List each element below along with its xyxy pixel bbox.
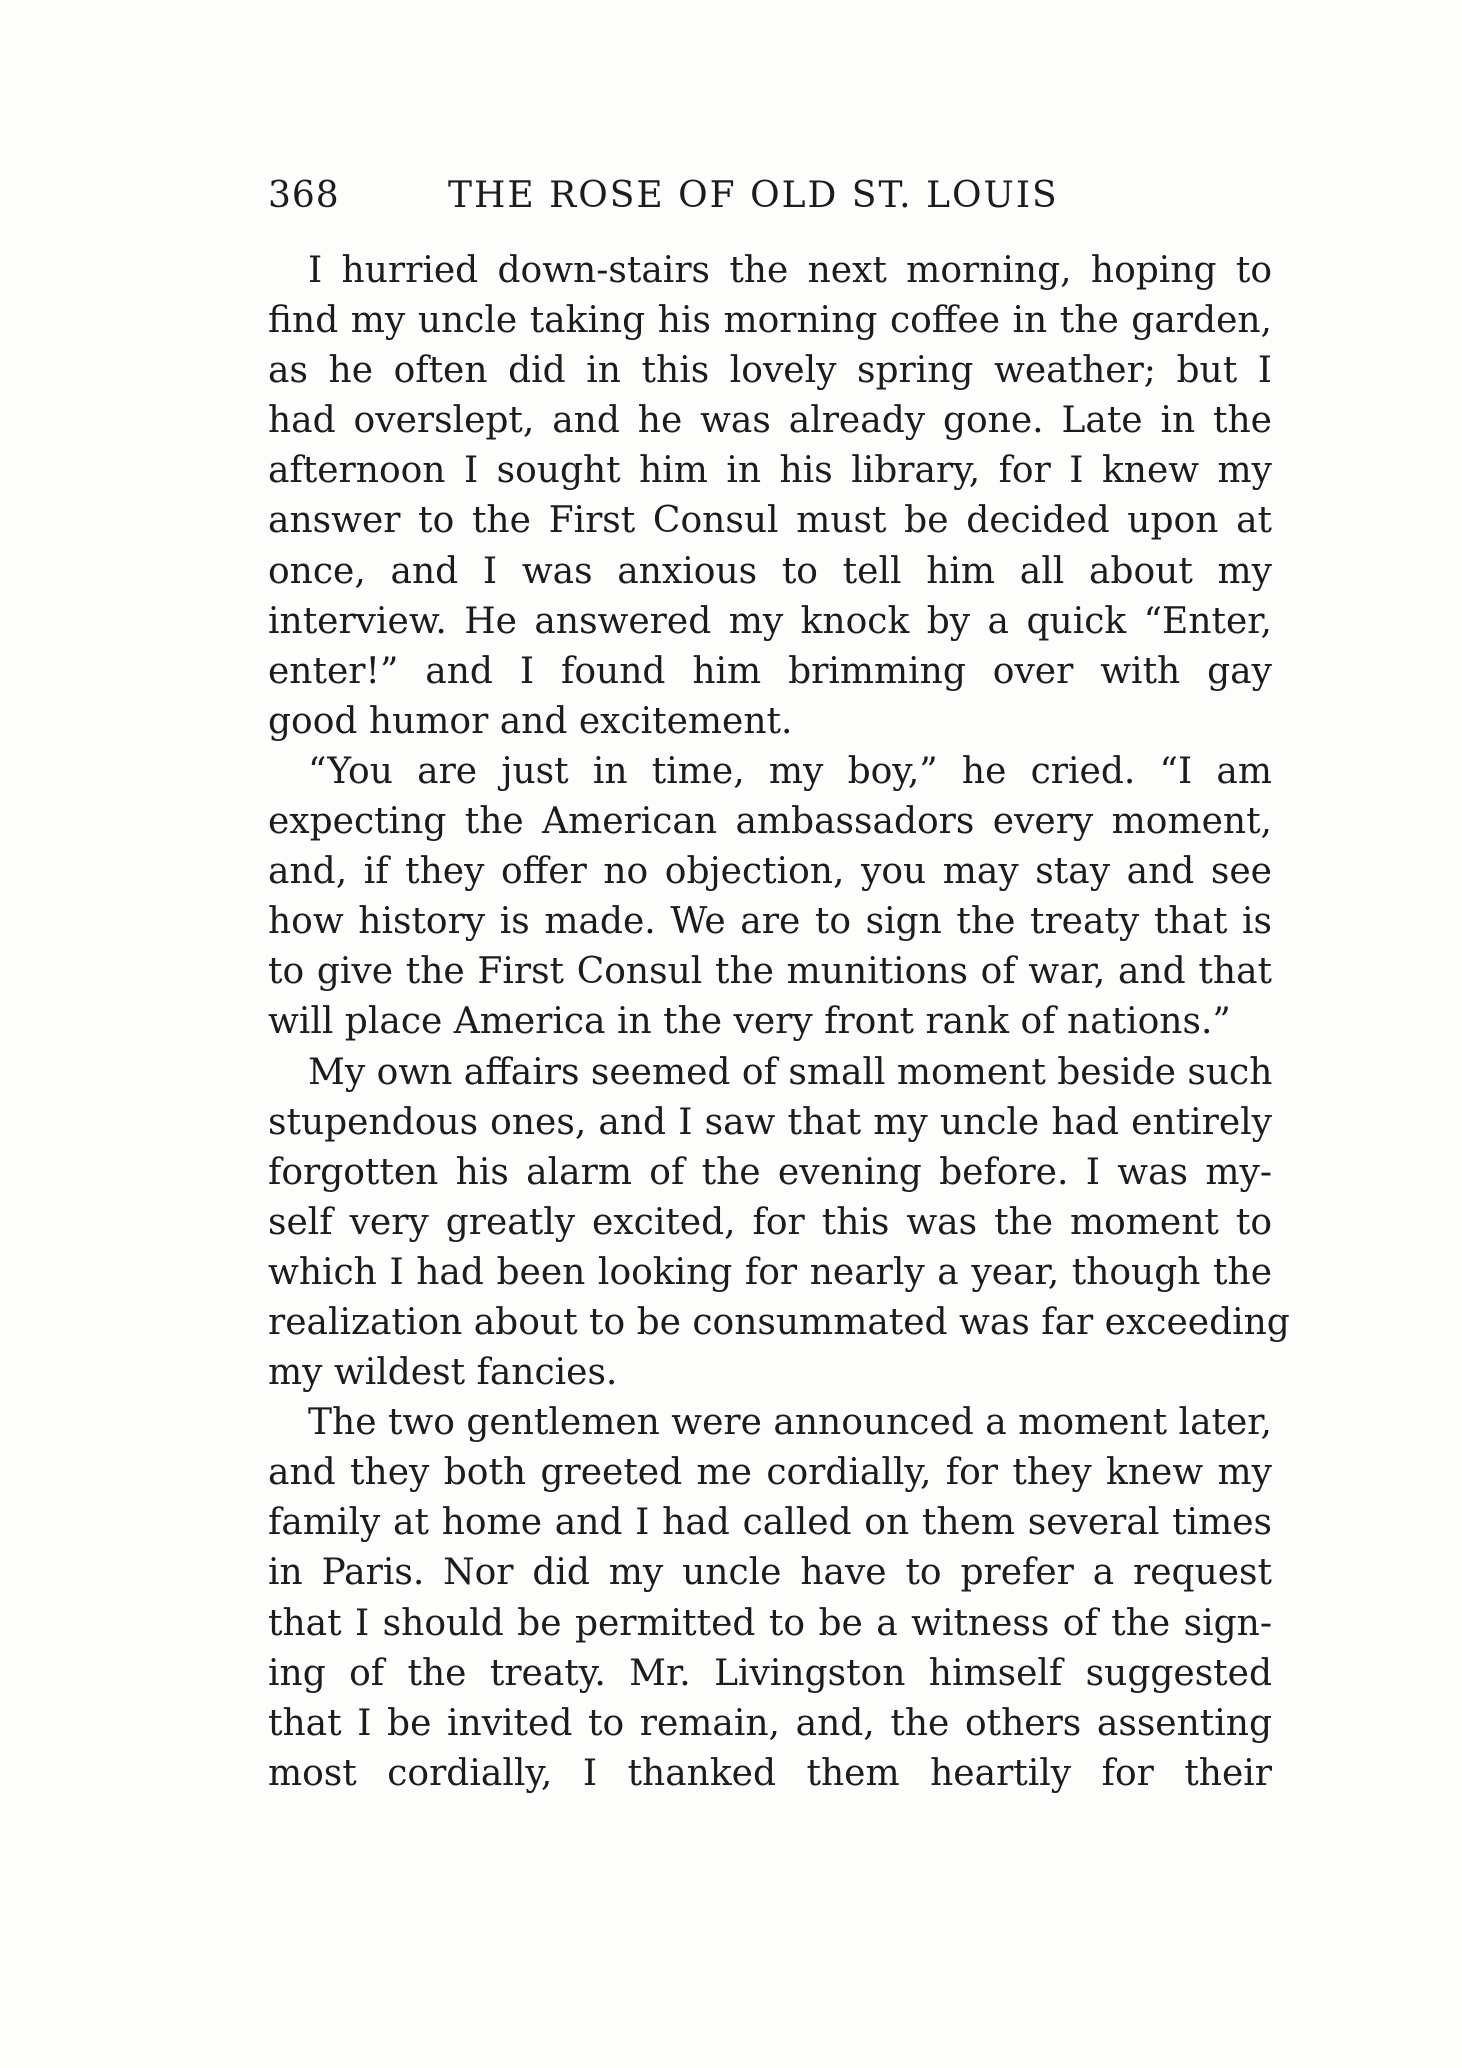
text-line: ing of the treaty. Mr. Livingston himself suggested	[268, 1652, 1272, 1694]
text-line: most cordially, I thanked them heartily for their	[268, 1752, 1272, 1794]
text-line: as he often did in this lovely spring weather; but I	[268, 350, 1272, 392]
text-line: forgotten his alarm of the evening before. I was my-	[268, 1151, 1272, 1193]
text-line: answer to the First Consul must be decided upon at	[268, 500, 1272, 542]
text-line: enter!” and I found him brimming over with gay	[268, 650, 1272, 692]
text-line: expecting the American ambassadors every moment,	[268, 801, 1272, 843]
text-line: I hurried down-stairs the next morning, hoping to	[308, 250, 1272, 291]
text-line: in Paris. Nor did my uncle have to prefer a request	[268, 1552, 1272, 1594]
text-line: to give the First Consul the munitions of war, and that	[268, 951, 1272, 993]
text-line: find my uncle taking his morning coffee in the garden,	[268, 300, 1272, 342]
text-line: my wildest fancies.	[268, 1352, 618, 1394]
text-line: which I had been looking for nearly a year, though the	[268, 1251, 1272, 1293]
text-line: The two gentlemen were announced a moment later,	[308, 1402, 1272, 1444]
text-line: stupendous ones, and I saw that my uncle had entirely	[268, 1101, 1272, 1143]
running-head	[268, 166, 1268, 226]
text-line: “You are just in time, my boy,” he cried. “I am	[308, 750, 1272, 792]
body-text	[268, 246, 1290, 1799]
text-line: good humor and excitement.	[268, 700, 793, 742]
text-line: once, and I was anxious to tell him all about my	[268, 550, 1272, 592]
running-title: THE ROSE OF OLD ST. LOUIS	[448, 175, 1059, 216]
text-line: that I should be permitted to be a witness of the sign-	[268, 1602, 1272, 1644]
text-line: and, if they offer no objection, you may stay and see	[268, 851, 1272, 893]
page-number: 368	[268, 175, 340, 216]
text-line: self very greatly excited, for this was the moment to	[268, 1201, 1272, 1243]
text-line: how history is made. We are to sign the treaty that is	[268, 901, 1272, 943]
text-line: will place America in the very front rank of nations.”	[268, 1001, 1231, 1043]
text-line: interview. He answered my knock by a quick “Enter,	[268, 600, 1272, 642]
text-line: afternoon I sought him in his library, for I knew my	[268, 450, 1272, 492]
text-line: had overslept, and he was already gone. Late in the	[268, 400, 1272, 442]
text-line: family at home and I had called on them several times	[268, 1502, 1272, 1544]
text-line: and they both greeted me cordially, for they knew my	[268, 1452, 1272, 1494]
text-line: that I be invited to remain, and, the others assenting	[268, 1702, 1272, 1744]
text-line: realization about to be consummated was far exceeding	[268, 1301, 1290, 1343]
text-line: My own affairs seemed of small moment beside such	[308, 1051, 1273, 1093]
